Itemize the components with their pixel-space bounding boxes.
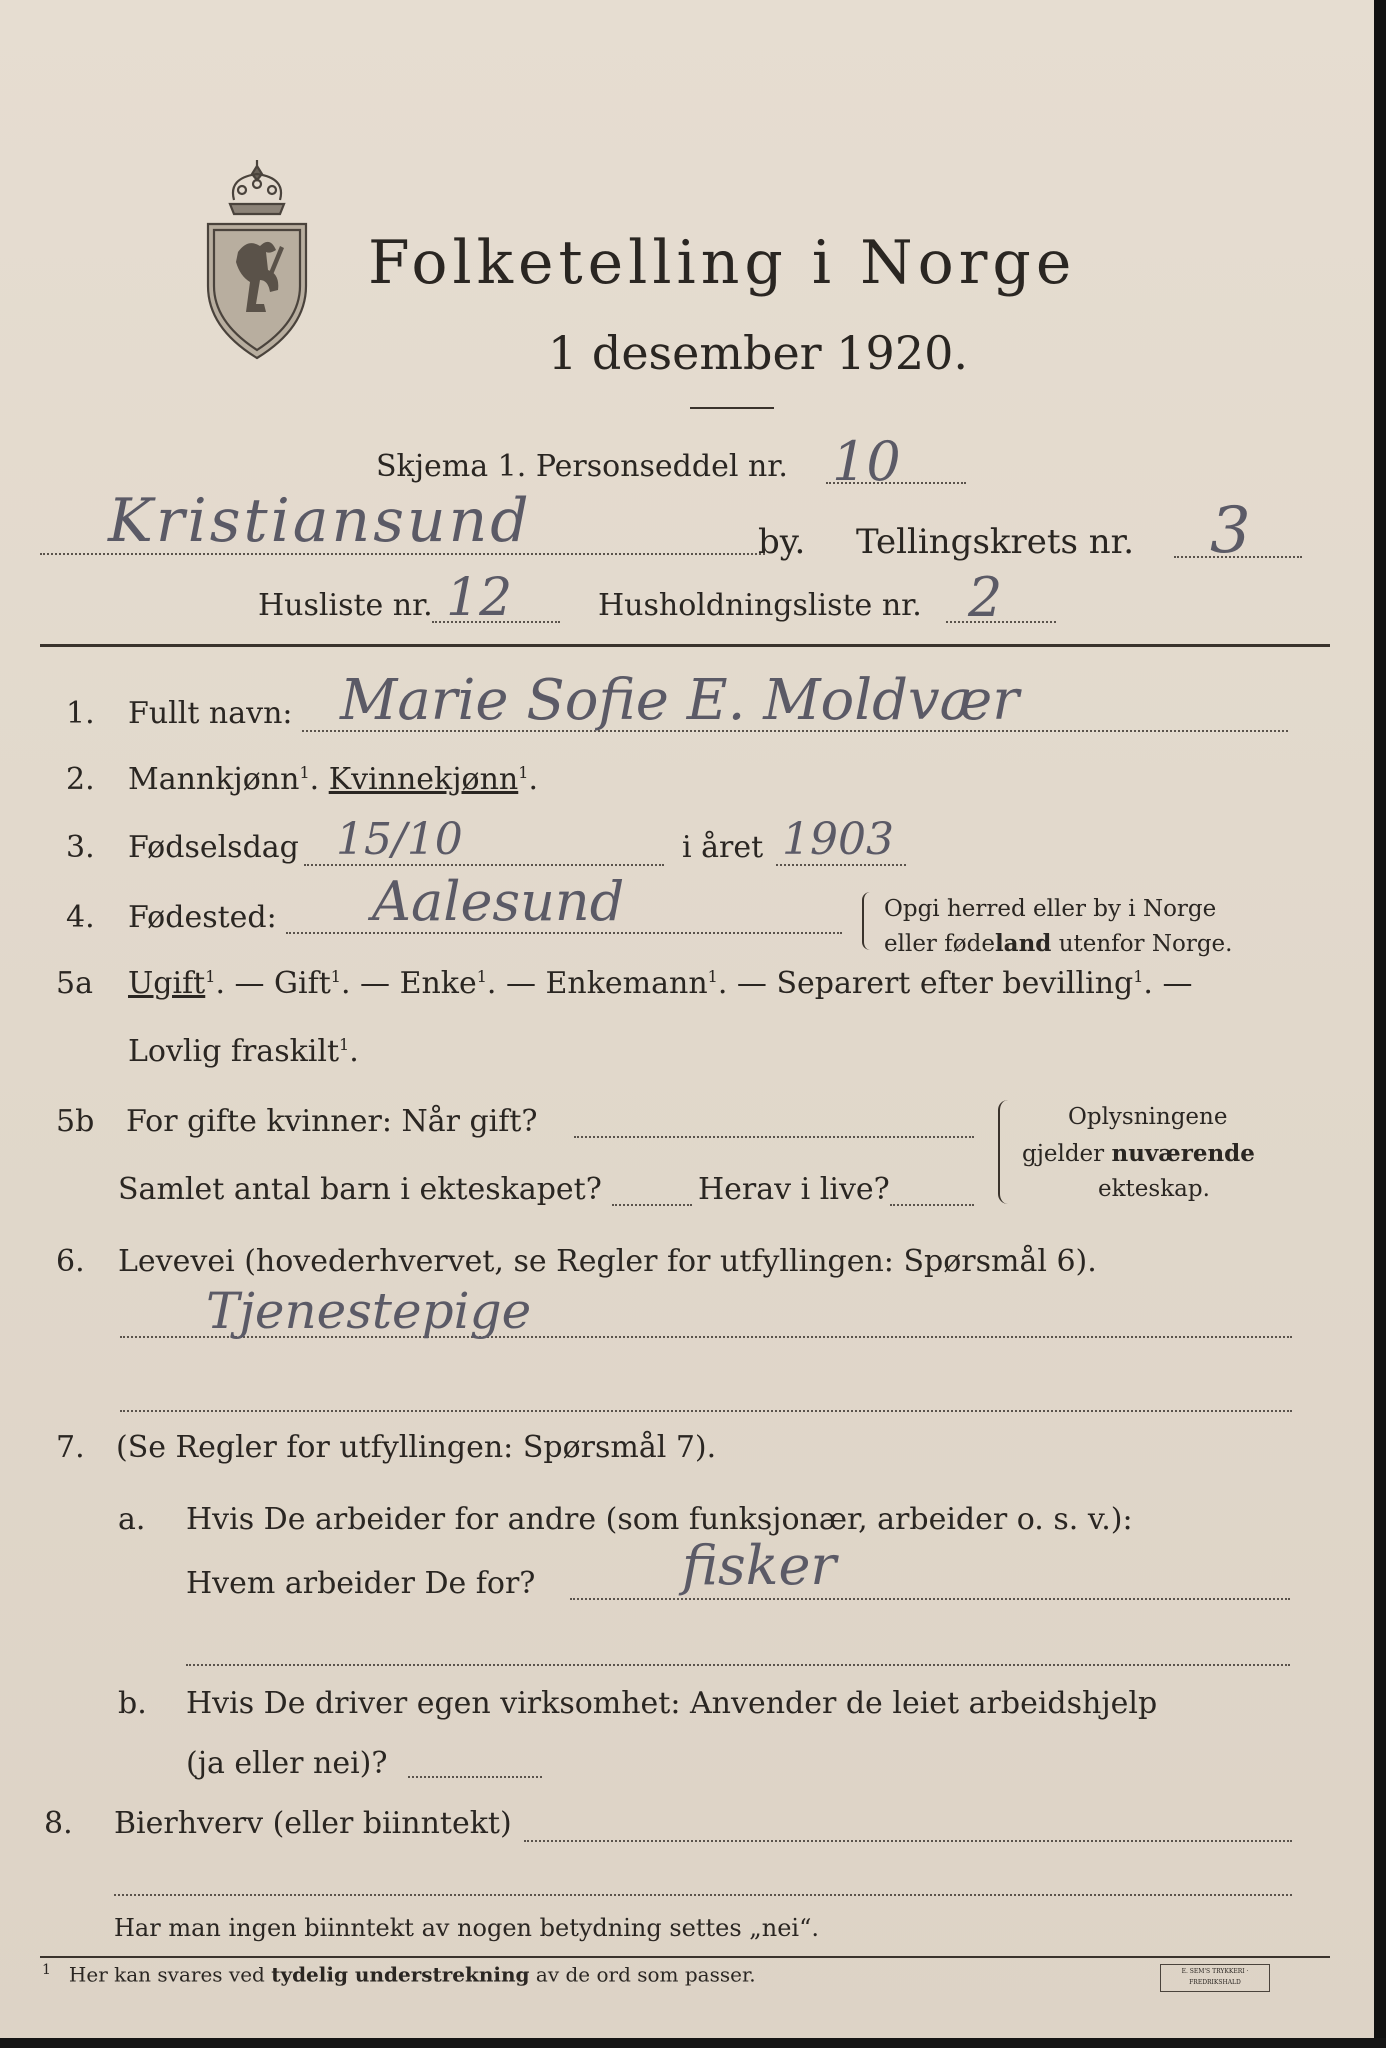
- q5b-married-line: [574, 1136, 974, 1138]
- q7a-employer[interactable]: fisker: [682, 1534, 837, 1597]
- q2-kvinnekjonn[interactable]: Kvinnekjønn: [328, 762, 519, 797]
- q8-number: 8.: [44, 1806, 73, 1841]
- census-date: 1 desember 1920.: [548, 326, 968, 380]
- q5a-enke[interactable]: Enke: [399, 966, 477, 1001]
- q5a-separert[interactable]: Separert efter bevilling: [776, 966, 1134, 1001]
- q4-note-line2: eller fødeland utenfor Norge.: [884, 930, 1233, 957]
- q5a-ugift[interactable]: Ugift: [128, 966, 206, 1001]
- tellingskrets-value[interactable]: 3: [1210, 494, 1251, 568]
- q6-label: Levevei (hovederhvervet, se Regler for utfyllingen: Spørsmål 6).: [118, 1244, 1097, 1279]
- q8-label: Bierhverv (eller biinntekt): [114, 1806, 512, 1841]
- husliste-value[interactable]: 12: [446, 568, 513, 628]
- footnote: $^1$ Her kan svares ved tydelig understrekning av de ord som passer.: [42, 1962, 756, 1987]
- husliste-label: Husliste nr.: [258, 588, 433, 623]
- q7b-answer-line: [408, 1776, 542, 1778]
- q1-number: 1.: [66, 696, 95, 731]
- q7b-line2: (ja eller nei)?: [186, 1746, 388, 1781]
- q2-options: Mannkjønn$^1$. Kvinnekjønn$^1$.: [128, 762, 538, 797]
- footnote-separator: [40, 1956, 1330, 1958]
- title-divider: [690, 407, 774, 409]
- q5a-number: 5a: [56, 966, 93, 1001]
- q5a-gift[interactable]: Gift: [274, 966, 331, 1001]
- husholdning-value[interactable]: 2: [968, 566, 1003, 629]
- q1-label: Fullt navn:: [128, 696, 293, 731]
- q5b-children-label: Samlet antal barn i ekteskapet?: [118, 1172, 602, 1207]
- q3-birth-year[interactable]: 1903: [782, 814, 894, 865]
- q7a-letter: a.: [118, 1502, 146, 1537]
- q2-number: 2.: [66, 762, 95, 797]
- q8-note: Har man ingen biinntekt av nogen betydning settes „nei“.: [114, 1914, 819, 1942]
- q5b-alive-label: Herav i live?: [698, 1172, 890, 1207]
- q2-mannkjonn[interactable]: Mannkjønn: [128, 762, 300, 797]
- printer-stamp: E. SEM'S TRYKKERI · FREDRIKSHALD: [1160, 1964, 1270, 1992]
- q6-occupation[interactable]: Tjenestepige: [206, 1282, 532, 1340]
- q8-line1: [524, 1840, 1292, 1842]
- q7b-line1: Hvis De driver egen virksomhet: Anvender de leiet arbeidshjelp: [186, 1686, 1158, 1721]
- q7a-line2: Hvem arbeider De for?: [186, 1566, 536, 1601]
- norway-coat-of-arms-icon: [196, 160, 318, 365]
- q5a-options: Ugift$^1$. — Gift$^1$. — Enke$^1$. — Enkemann$^1$. — Separert efter bevilling$^1$. —: [128, 966, 1193, 1001]
- q3-birth-day[interactable]: 15/10: [336, 814, 463, 865]
- q5b-note-line1: Oplysningene: [1068, 1104, 1228, 1130]
- q5b-number: 5b: [56, 1104, 95, 1139]
- q5b-note-line2: gjelder nuværende: [1022, 1140, 1255, 1167]
- header-separator: [40, 644, 1330, 647]
- husholdning-label: Husholdningsliste nr.: [598, 588, 922, 623]
- q7a-answer-line: [570, 1598, 1290, 1600]
- q5b-brace: [998, 1100, 1010, 1204]
- q4-note-line1: Opgi herred eller by i Norge: [884, 896, 1217, 922]
- q5a-lovlig-fraskilt[interactable]: Lovlig fraskilt: [128, 1034, 340, 1069]
- q3-number: 3.: [66, 830, 95, 865]
- q6-number: 6.: [56, 1244, 85, 1279]
- skjema-value[interactable]: 10: [832, 430, 901, 493]
- q7-label: (Se Regler for utfyllingen: Spørsmål 7).: [116, 1430, 717, 1465]
- q5a-enkemann[interactable]: Enkemann: [545, 966, 708, 1001]
- q4-brace: [862, 892, 874, 950]
- q7a-answer-line2: [186, 1664, 1290, 1666]
- scan-edge-bottom: [0, 2038, 1386, 2048]
- form-title: Folketelling i Norge: [368, 228, 1077, 298]
- q3-label: Fødselsdag: [128, 830, 299, 865]
- q7a-line1: Hvis De arbeider for andre (som funksjonær, arbeider o. s. v.):: [186, 1502, 1133, 1537]
- q4-label: Fødested:: [128, 900, 277, 935]
- q1-full-name[interactable]: Marie Sofie E. Moldvær: [340, 668, 1020, 733]
- q7b-letter: b.: [118, 1686, 147, 1721]
- q7-number: 7.: [56, 1430, 85, 1465]
- q4-birthplace[interactable]: Aalesund: [372, 870, 625, 933]
- q5b-married-label: For gifte kvinner: Når gift?: [126, 1104, 538, 1139]
- q5b-note-line3: ekteskap.: [1098, 1176, 1210, 1202]
- q3-year-label: i året: [682, 830, 764, 865]
- q5b-alive-line: [890, 1204, 974, 1206]
- tellingskrets-label: Tellingskrets nr.: [856, 522, 1135, 562]
- scan-edge-right: [1374, 0, 1386, 2048]
- q6-line2: [120, 1410, 1292, 1412]
- footnote-mark: 1: [42, 1962, 51, 1978]
- q5b-children-line: [612, 1204, 692, 1206]
- town-value[interactable]: Kristiansund: [108, 486, 532, 556]
- town-suffix: by.: [758, 522, 806, 562]
- q4-number: 4.: [66, 900, 95, 935]
- skjema-label: Skjema 1. Personseddel nr.: [376, 449, 788, 484]
- q5a-options-line2: Lovlig fraskilt$^1$.: [128, 1034, 359, 1069]
- q8-line2: [114, 1894, 1292, 1896]
